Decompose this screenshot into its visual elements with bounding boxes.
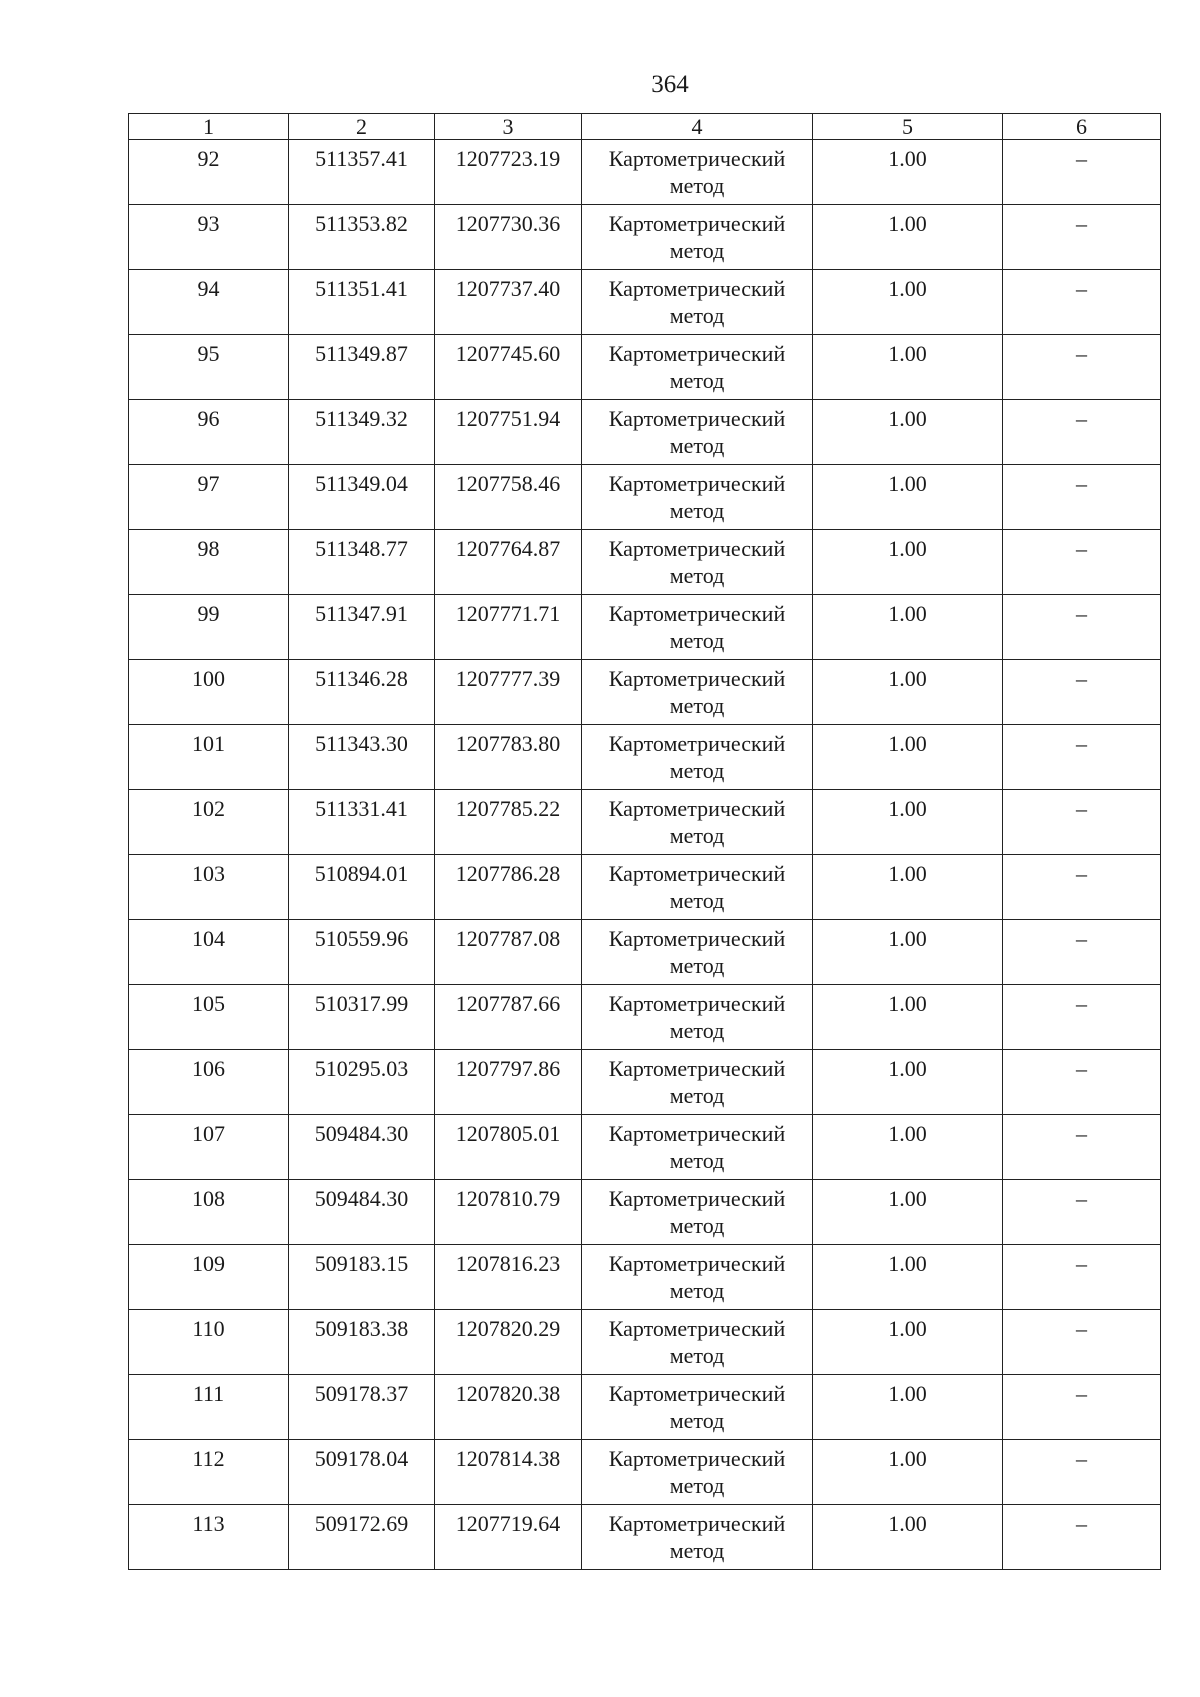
table-row (129, 855, 1161, 920)
header-cell-4: 4 (582, 114, 813, 140)
method-text: Картометрический метод (608, 406, 786, 458)
y-coordinate-cell: 1207787.08 (435, 920, 582, 985)
accuracy-cell: 1.00 (813, 725, 1003, 790)
point-number-cell: 107 (129, 1115, 289, 1180)
point-number-cell: 92 (129, 140, 289, 205)
y-coordinate-cell: 1207777.39 (435, 660, 582, 725)
header-cell-2: 2 (289, 114, 435, 140)
method-text: Картометрический метод (608, 1446, 786, 1498)
note-cell: – (1003, 465, 1161, 530)
method-cell (582, 1180, 813, 1245)
method-cell (582, 920, 813, 985)
table-row (129, 1505, 1161, 1570)
point-number-cell: 104 (129, 920, 289, 985)
accuracy-cell: 1.00 (813, 530, 1003, 595)
accuracy-cell: 1.00 (813, 920, 1003, 985)
method-text: Картометрический метод (608, 536, 786, 588)
x-coordinate-cell: 509178.37 (289, 1375, 435, 1440)
method-cell (582, 205, 813, 270)
accuracy-cell: 1.00 (813, 400, 1003, 465)
point-number-cell: 93 (129, 205, 289, 270)
method-cell (582, 1050, 813, 1115)
method-cell (582, 400, 813, 465)
method-text: Картометрический метод (608, 211, 786, 263)
method-cell (582, 530, 813, 595)
y-coordinate-cell: 1207810.79 (435, 1180, 582, 1245)
point-number-cell: 103 (129, 855, 289, 920)
method-cell (582, 985, 813, 1050)
note-cell: – (1003, 400, 1161, 465)
y-coordinate-cell: 1207737.40 (435, 270, 582, 335)
table-header (129, 114, 1161, 140)
accuracy-cell: 1.00 (813, 1375, 1003, 1440)
method-cell (582, 465, 813, 530)
x-coordinate-cell: 511351.41 (289, 270, 435, 335)
accuracy-cell: 1.00 (813, 465, 1003, 530)
table-row (129, 1180, 1161, 1245)
method-cell (582, 790, 813, 855)
accuracy-cell: 1.00 (813, 1505, 1003, 1570)
accuracy-cell: 1.00 (813, 270, 1003, 335)
y-coordinate-cell: 1207820.29 (435, 1310, 582, 1375)
point-number-cell: 108 (129, 1180, 289, 1245)
note-cell: – (1003, 140, 1161, 205)
x-coordinate-cell: 510559.96 (289, 920, 435, 985)
table-row (129, 1115, 1161, 1180)
y-coordinate-cell: 1207723.19 (435, 140, 582, 205)
accuracy-cell: 1.00 (813, 855, 1003, 920)
accuracy-cell: 1.00 (813, 1050, 1003, 1115)
y-coordinate-cell: 1207758.46 (435, 465, 582, 530)
header-row (129, 114, 1161, 140)
x-coordinate-cell: 509172.69 (289, 1505, 435, 1570)
x-coordinate-cell: 511343.30 (289, 725, 435, 790)
x-coordinate-cell: 511349.87 (289, 335, 435, 400)
note-cell: – (1003, 790, 1161, 855)
method-text: Картометрический метод (608, 601, 786, 653)
method-cell (582, 1505, 813, 1570)
x-coordinate-cell: 510894.01 (289, 855, 435, 920)
y-coordinate-cell: 1207814.38 (435, 1440, 582, 1505)
point-number-cell: 100 (129, 660, 289, 725)
point-number-cell: 97 (129, 465, 289, 530)
header-cell-5: 5 (813, 114, 1003, 140)
y-coordinate-cell: 1207816.23 (435, 1245, 582, 1310)
point-number-cell: 106 (129, 1050, 289, 1115)
method-cell (582, 660, 813, 725)
note-cell: – (1003, 1050, 1161, 1115)
note-cell: – (1003, 1180, 1161, 1245)
method-cell (582, 1375, 813, 1440)
y-coordinate-cell: 1207787.66 (435, 985, 582, 1050)
point-number-cell: 109 (129, 1245, 289, 1310)
x-coordinate-cell: 509484.30 (289, 1180, 435, 1245)
accuracy-cell: 1.00 (813, 1310, 1003, 1375)
method-cell (582, 1440, 813, 1505)
table-body (129, 140, 1161, 1570)
method-cell (582, 725, 813, 790)
y-coordinate-cell: 1207764.87 (435, 530, 582, 595)
y-coordinate-cell: 1207797.86 (435, 1050, 582, 1115)
note-cell: – (1003, 530, 1161, 595)
method-text: Картометрический метод (608, 796, 786, 848)
table-row (129, 205, 1161, 270)
y-coordinate-cell: 1207820.38 (435, 1375, 582, 1440)
point-number-cell: 113 (129, 1505, 289, 1570)
note-cell: – (1003, 1440, 1161, 1505)
x-coordinate-cell: 511348.77 (289, 530, 435, 595)
x-coordinate-cell: 510317.99 (289, 985, 435, 1050)
x-coordinate-cell: 509178.04 (289, 1440, 435, 1505)
y-coordinate-cell: 1207751.94 (435, 400, 582, 465)
note-cell: – (1003, 985, 1161, 1050)
method-text: Картометрический метод (608, 1186, 786, 1238)
method-cell (582, 1115, 813, 1180)
method-cell (582, 335, 813, 400)
point-number-cell: 102 (129, 790, 289, 855)
note-cell: – (1003, 1245, 1161, 1310)
y-coordinate-cell: 1207771.71 (435, 595, 582, 660)
accuracy-cell: 1.00 (813, 1440, 1003, 1505)
table-row (129, 1375, 1161, 1440)
method-cell (582, 1245, 813, 1310)
table-row (129, 985, 1161, 1050)
method-text: Картометрический метод (608, 1381, 786, 1433)
note-cell: – (1003, 725, 1161, 790)
note-cell: – (1003, 855, 1161, 920)
table-row (129, 400, 1161, 465)
note-cell: – (1003, 270, 1161, 335)
table-row (129, 530, 1161, 595)
method-text: Картометрический метод (608, 926, 786, 978)
accuracy-cell: 1.00 (813, 205, 1003, 270)
page-number: 364 (651, 71, 689, 98)
table-row (129, 1245, 1161, 1310)
accuracy-cell: 1.00 (813, 985, 1003, 1050)
x-coordinate-cell: 511349.04 (289, 465, 435, 530)
table-row (129, 1440, 1161, 1505)
point-number-cell: 105 (129, 985, 289, 1050)
method-text: Картометрический метод (608, 341, 786, 393)
accuracy-cell: 1.00 (813, 660, 1003, 725)
header-cell-3: 3 (435, 114, 582, 140)
method-text: Картометрический метод (608, 1316, 786, 1368)
method-cell (582, 595, 813, 660)
note-cell: – (1003, 920, 1161, 985)
accuracy-cell: 1.00 (813, 140, 1003, 205)
accuracy-cell: 1.00 (813, 1115, 1003, 1180)
x-coordinate-cell: 511346.28 (289, 660, 435, 725)
method-text: Картометрический метод (608, 1251, 786, 1303)
header-cell-6: 6 (1003, 114, 1161, 140)
method-text: Картометрический метод (608, 146, 786, 198)
x-coordinate-cell: 509183.38 (289, 1310, 435, 1375)
point-number-cell: 95 (129, 335, 289, 400)
table-row (129, 335, 1161, 400)
header-cell-1: 1 (129, 114, 289, 140)
point-number-cell: 110 (129, 1310, 289, 1375)
point-number-cell: 99 (129, 595, 289, 660)
point-number-cell: 112 (129, 1440, 289, 1505)
coordinates-table (128, 113, 1161, 1570)
note-cell: – (1003, 1310, 1161, 1375)
method-text: Картометрический метод (608, 731, 786, 783)
x-coordinate-cell: 511353.82 (289, 205, 435, 270)
method-text: Картометрический метод (608, 471, 786, 523)
method-text: Картометрический метод (608, 991, 786, 1043)
accuracy-cell: 1.00 (813, 790, 1003, 855)
method-cell (582, 855, 813, 920)
point-number-cell: 96 (129, 400, 289, 465)
point-number-cell: 111 (129, 1375, 289, 1440)
y-coordinate-cell: 1207730.36 (435, 205, 582, 270)
table-row (129, 660, 1161, 725)
method-text: Картометрический метод (608, 276, 786, 328)
x-coordinate-cell: 511349.32 (289, 400, 435, 465)
table-row (129, 1050, 1161, 1115)
x-coordinate-cell: 510295.03 (289, 1050, 435, 1115)
accuracy-cell: 1.00 (813, 335, 1003, 400)
x-coordinate-cell: 511347.91 (289, 595, 435, 660)
method-cell (582, 270, 813, 335)
x-coordinate-cell: 509183.15 (289, 1245, 435, 1310)
method-text: Картометрический метод (608, 666, 786, 718)
table-row (129, 270, 1161, 335)
table-row (129, 595, 1161, 660)
method-cell (582, 1310, 813, 1375)
point-number-cell: 101 (129, 725, 289, 790)
note-cell: – (1003, 595, 1161, 660)
y-coordinate-cell: 1207785.22 (435, 790, 582, 855)
note-cell: – (1003, 1505, 1161, 1570)
method-text: Картометрический метод (608, 1056, 786, 1108)
x-coordinate-cell: 509484.30 (289, 1115, 435, 1180)
note-cell: – (1003, 1115, 1161, 1180)
table-row (129, 725, 1161, 790)
point-number-cell: 94 (129, 270, 289, 335)
x-coordinate-cell: 511331.41 (289, 790, 435, 855)
note-cell: – (1003, 205, 1161, 270)
table-row (129, 140, 1161, 205)
table-row (129, 1310, 1161, 1375)
method-cell (582, 140, 813, 205)
table-row (129, 465, 1161, 530)
note-cell: – (1003, 335, 1161, 400)
method-text: Картометрический метод (608, 1511, 786, 1563)
table-row (129, 920, 1161, 985)
x-coordinate-cell: 511357.41 (289, 140, 435, 205)
point-number-cell: 98 (129, 530, 289, 595)
y-coordinate-cell: 1207783.80 (435, 725, 582, 790)
note-cell: – (1003, 660, 1161, 725)
method-text: Картометрический метод (608, 861, 786, 913)
accuracy-cell: 1.00 (813, 595, 1003, 660)
method-text: Картометрический метод (608, 1121, 786, 1173)
table-row (129, 790, 1161, 855)
note-cell: – (1003, 1375, 1161, 1440)
y-coordinate-cell: 1207786.28 (435, 855, 582, 920)
accuracy-cell: 1.00 (813, 1245, 1003, 1310)
accuracy-cell: 1.00 (813, 1180, 1003, 1245)
y-coordinate-cell: 1207805.01 (435, 1115, 582, 1180)
y-coordinate-cell: 1207719.64 (435, 1505, 582, 1570)
y-coordinate-cell: 1207745.60 (435, 335, 582, 400)
